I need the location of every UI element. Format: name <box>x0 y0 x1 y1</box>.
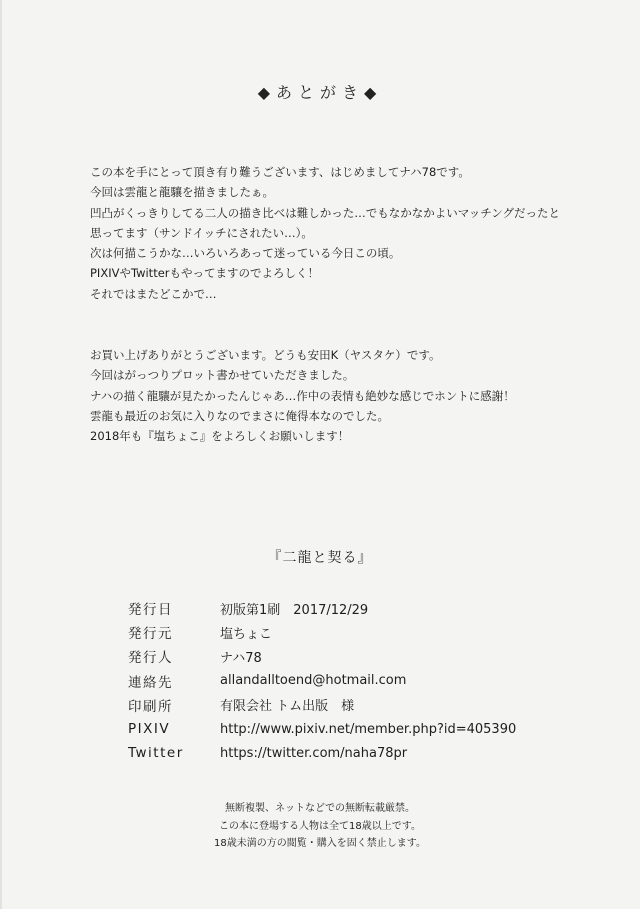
afterword-line: 次は何描こうかな…いろいろあって迷っている今日この頃。 <box>90 246 401 261</box>
notice-line: 18歳未満の方の閲覧・購入を固く禁止します。 <box>214 838 426 849</box>
colophon <box>128 596 516 765</box>
afterword-line: それではまたどこかで… <box>90 286 217 301</box>
colophon-value: 有限会社 トム出版 様 <box>220 699 355 715</box>
afterword-line: 2018年も『塩ちょこ』をよろしくお願いします！ <box>90 429 350 444</box>
colophon-value: http://www.pixiv.net/member.php?id=405390 <box>220 721 517 737</box>
afterword-line: 今回はがっつりプロット書かせていただきました。 <box>90 368 355 383</box>
afterword-naha <box>90 162 560 304</box>
colophon-value: 塩ちょこ <box>220 626 273 642</box>
afterword-line: お買い上げありがとうございます。どうも安田K（ヤスタケ）です。 <box>90 348 441 362</box>
legal-notice <box>0 800 640 853</box>
colophon-label: 発行元 <box>128 626 173 643</box>
colophon-value: 初版第1刷 2017/12/29 <box>220 602 369 618</box>
afterword-line: 思ってます（サンドイッチにされたい…）。 <box>90 225 313 240</box>
colophon-label: 連絡先 <box>128 674 173 691</box>
notice-line: 無断複製、ネットなどでの無断転載厳禁。 <box>225 803 415 814</box>
colophon-row-date <box>128 596 516 620</box>
colophon-value: https://twitter.com/naha78pr <box>220 745 408 761</box>
colophon-value: ナハ78 <box>220 650 262 666</box>
colophon-row-printer <box>128 693 516 717</box>
afterword-yasuda <box>90 345 560 446</box>
colophon-row-publisher <box>128 620 516 644</box>
colophon-row-issuer <box>128 644 516 668</box>
colophon-value: allandalltoend@hotmail.com <box>220 673 407 689</box>
afterword-line: 雲龍も最近のお気に入りなのでまさに俺得本なのでした。 <box>90 408 389 423</box>
book-title: 『二龍と契る』 <box>267 550 373 566</box>
colophon-label: PIXIV <box>128 721 171 738</box>
afterword-line: PIXIVやTwitterもやってますのでよろしく！ <box>90 266 320 281</box>
notice-line: この本に登場する人物は全て18歳以上です。 <box>219 820 421 832</box>
colophon-label: 発行日 <box>128 602 173 619</box>
colophon-label: 発行人 <box>128 650 173 667</box>
colophon-label: Twitter <box>128 745 184 762</box>
afterword-heading: ◆あとがき◆ <box>257 83 383 102</box>
colophon-row-contact <box>128 669 516 693</box>
colophon-row-twitter <box>128 741 516 765</box>
colophon-row-pixiv <box>128 717 516 741</box>
afterword-line: 凹凸がくっきりしてる二人の描き比べは難しかった…でもなかなかよいマッチングだったと <box>90 205 561 220</box>
afterword-line: この本を手にとって頂き有り難うございます、はじめましてナハ78です。 <box>90 165 470 179</box>
afterword-line: 今回は雲龍と龍驤を描きましたぁ。 <box>90 185 274 200</box>
afterword-line: ナハの描く龍驤が見たかったんじゃあ…作中の表情も絶妙な感じでホントに感謝！ <box>90 388 515 403</box>
colophon-label: 印刷所 <box>128 698 173 715</box>
